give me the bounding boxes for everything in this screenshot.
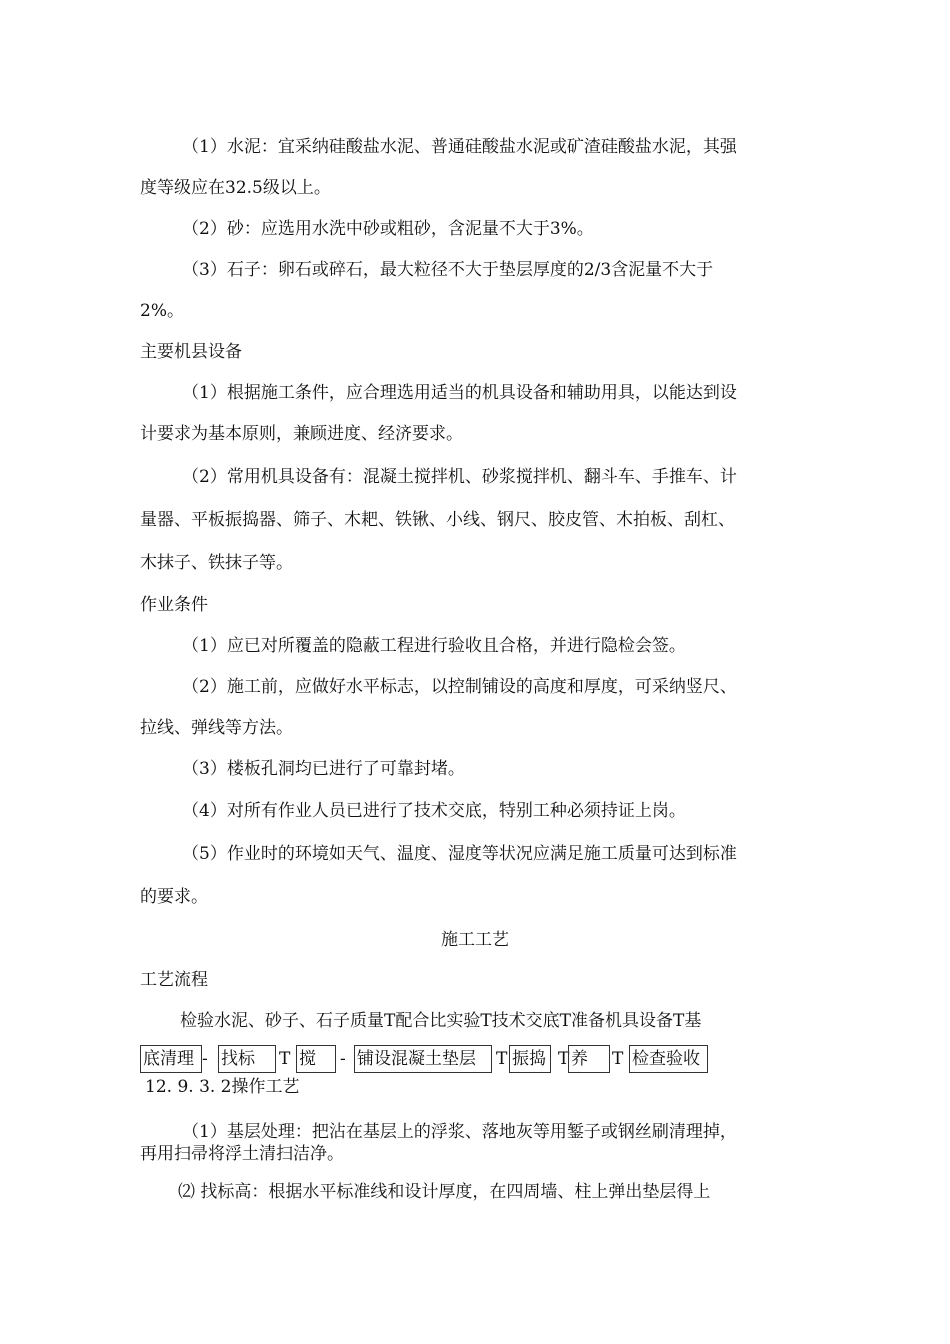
paragraph-equipment-2-cont: 量器、平板振捣器、筛子、木耙、铁锹、小线、钢尺、胶皮管、木拍板、刮杠、 bbox=[140, 510, 735, 530]
paragraph-equipment-1: （1）根据施工条件，应合理选用适当的机具设备和辅助用具，以能达到设 bbox=[182, 383, 737, 403]
flow-step-leveling: 找标 bbox=[218, 1045, 276, 1073]
paragraph-find-elevation: ⑵ 找标高：根据水平标准线和设计厚度，在四周墙、柱上弹出垫层得上 bbox=[178, 1182, 711, 1202]
paragraph-cement-cont: 度等级应在32.5级以上。 bbox=[140, 178, 331, 198]
flow-separator: T bbox=[612, 1049, 624, 1069]
flow-step-mixing: 搅 bbox=[296, 1045, 336, 1073]
flow-step-inspection: 检查验收 bbox=[629, 1045, 708, 1073]
heading-conditions: 作业条件 bbox=[140, 595, 208, 615]
heading-operation-process: 12. 9. 3. 2操作工艺 bbox=[145, 1077, 300, 1097]
process-flow-text: 检验水泥、砂子、石子质量T配合比实验T技术交底T准备机具设备T基 bbox=[180, 1011, 702, 1031]
paragraph-stone-cont: 2%。 bbox=[140, 301, 184, 321]
flow-step-concrete-laying: 铺设混凝土垫层 bbox=[354, 1045, 492, 1073]
paragraph-sand: （2）砂：应选用水洗中砂或粗砂，含泥量不大于3%。 bbox=[182, 219, 594, 239]
paragraph-condition-2-cont: 拉线、弹线等方法。 bbox=[140, 718, 293, 738]
paragraph-base-treatment-cont: 再用扫帚将浮土清扫洁净。 bbox=[140, 1144, 344, 1164]
paragraph-equipment-2: （2）常用机具设备有：混凝土搅拌机、砂浆搅拌机、翻斗车、手推车、计 bbox=[182, 467, 737, 487]
flow-separator: - bbox=[202, 1049, 208, 1069]
paragraph-base-treatment: （1）基层处理：把沾在基层上的浮浆、落地灰等用錾子或钢丝刷清理掉， bbox=[182, 1122, 737, 1142]
flow-step-vibrating: 振捣 bbox=[509, 1045, 551, 1073]
paragraph-condition-1: （1）应已对所覆盖的隐蔽工程进行验收且合格，并进行隐检会签。 bbox=[182, 636, 686, 656]
flow-separator: T bbox=[558, 1049, 570, 1069]
paragraph-condition-4: （4）对所有作业人员已进行了技术交底，特别工种必须持证上岗。 bbox=[182, 801, 686, 821]
paragraph-condition-2: （2）施工前，应做好水平标志，以控制铺设的高度和厚度，可采纳竖尺、 bbox=[182, 677, 737, 697]
paragraph-equipment-1-cont: 计要求为基本原则，兼顾进度、经济要求。 bbox=[140, 424, 463, 444]
flow-step-base-cleaning: 底清理 bbox=[140, 1045, 202, 1073]
heading-process-flow: 工艺流程 bbox=[140, 970, 208, 990]
section-title-process: 施工工艺 bbox=[441, 930, 509, 950]
paragraph-condition-5: （5）作业时的环境如天气、温度、湿度等状况应满足施工质量可达到标准 bbox=[182, 844, 737, 864]
paragraph-condition-3: （3）楼板孔洞均已进行了可靠封堵。 bbox=[182, 759, 465, 779]
paragraph-equipment-2-cont2: 木抹子、铁抹子等。 bbox=[140, 553, 293, 573]
flow-separator: - bbox=[340, 1049, 346, 1069]
paragraph-stone: （3）石子：卵石或碎石，最大粒径不大于垫层厚度的2/3含泥量不大于 bbox=[182, 260, 714, 280]
paragraph-condition-5-cont: 的要求。 bbox=[140, 887, 208, 907]
heading-equipment: 主要机县设备 bbox=[140, 342, 242, 362]
flow-separator: T bbox=[496, 1049, 508, 1069]
flow-step-curing: 养 bbox=[568, 1045, 610, 1073]
flow-separator: T bbox=[279, 1049, 291, 1069]
paragraph-cement: （1）水泥：宜采纳硅酸盐水泥、普通硅酸盐水泥或矿渣硅酸盐水泥，其强 bbox=[182, 137, 737, 157]
